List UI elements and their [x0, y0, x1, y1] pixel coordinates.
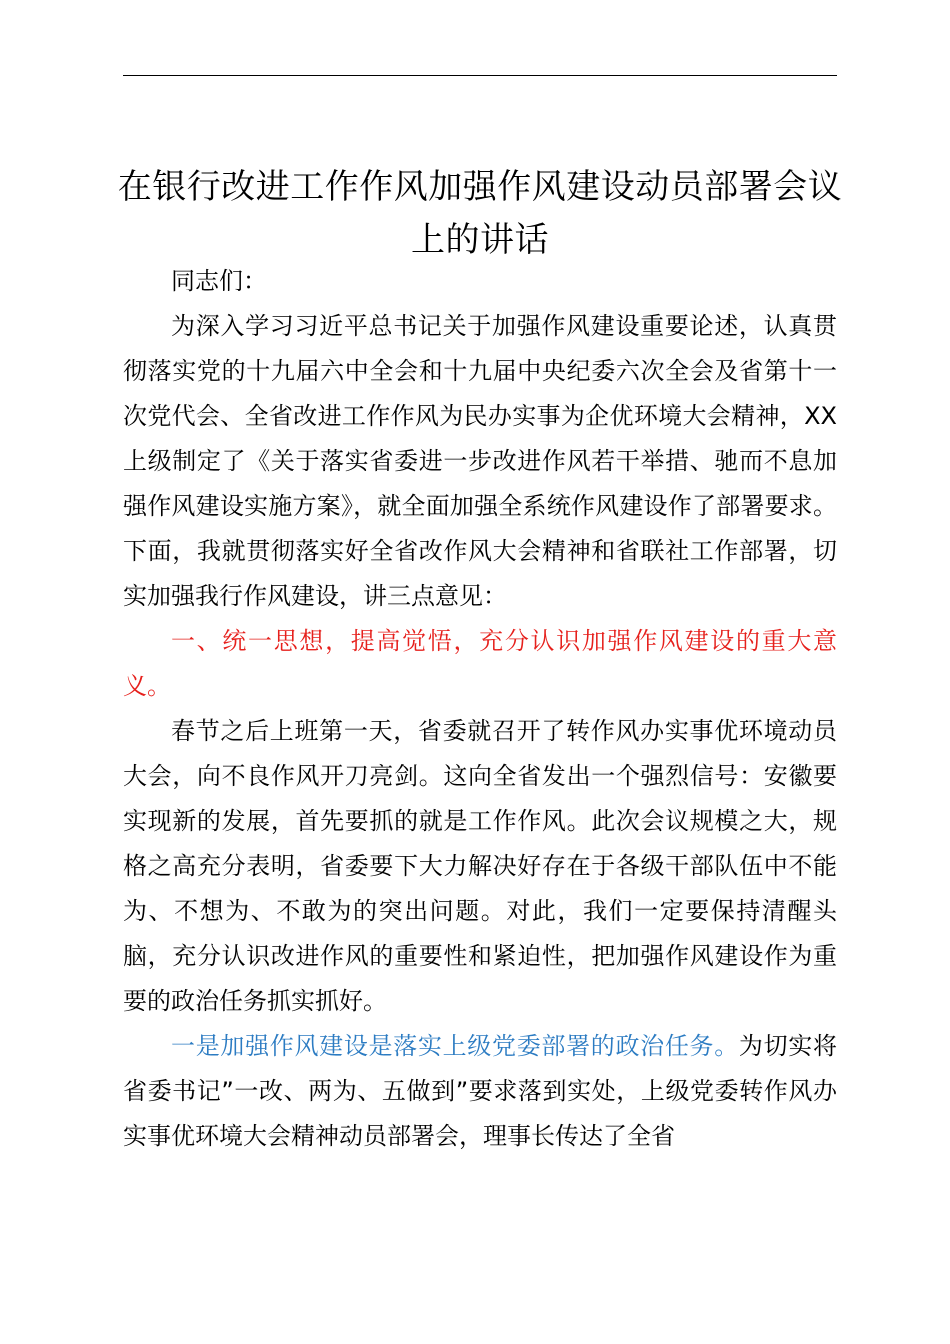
section-heading-1: 一、统一思想，提高觉悟，充分认识加强作风建设的重大意义。: [123, 627, 837, 700]
header-rule: [123, 75, 837, 76]
subheading-point-1: 一是加强作风建设是落实上级党委部署的政治任务。: [171, 1032, 739, 1060]
document-title: 在银行改进工作作风加强作风建设动员部署会议上的讲话: [117, 166, 843, 260]
paragraph-point-1-text: 为切实将省委书记”一改、两为、五做到”要求落到实处，上级党委转作风办实事优环境大会精神动员部署会，理事长传达了全省: [123, 1032, 837, 1150]
document-body: [123, 259, 837, 1159]
salutation: 同志们：: [171, 267, 267, 295]
paragraph-intro: 为深入学习习近平总书记关于加强作风建设重要论述，认真贯彻落实党的十九届六中全会和十九届中央纪委六次全会及省第十一次党代会、全省改进工作作风为民办实事为企优环境大会精神，XX上级制定了《关于落实省委进一步改进作风若干举措、驰而不息加强作风建设实施方案》，就全面加强全系统作风建设作了部署要求。下面，我就贯彻落实好全省改作风大会精神和省联社工作部署，切实加强我行作风建设，讲三点意见：: [123, 312, 837, 610]
paragraph-point-1: [123, 1024, 837, 1159]
paragraph-section-1: 春节之后上班第一天，省委就召开了转作风办实事优环境动员大会，向不良作风开刀亮剑。这向全省发出一个强烈信号：安徽要实现新的发展，首先要抓的就是工作作风。此次会议规模之大，规格之高充分表明，省委要下大力解决好存在于各级干部队伍中不能为、不想为、不敢为的突出问题。对此，我们一定要保持清醒头脑，充分认识改进作风的重要性和紧迫性，把加强作风建设作为重要的政治任务抓实抓好。: [123, 717, 837, 1015]
